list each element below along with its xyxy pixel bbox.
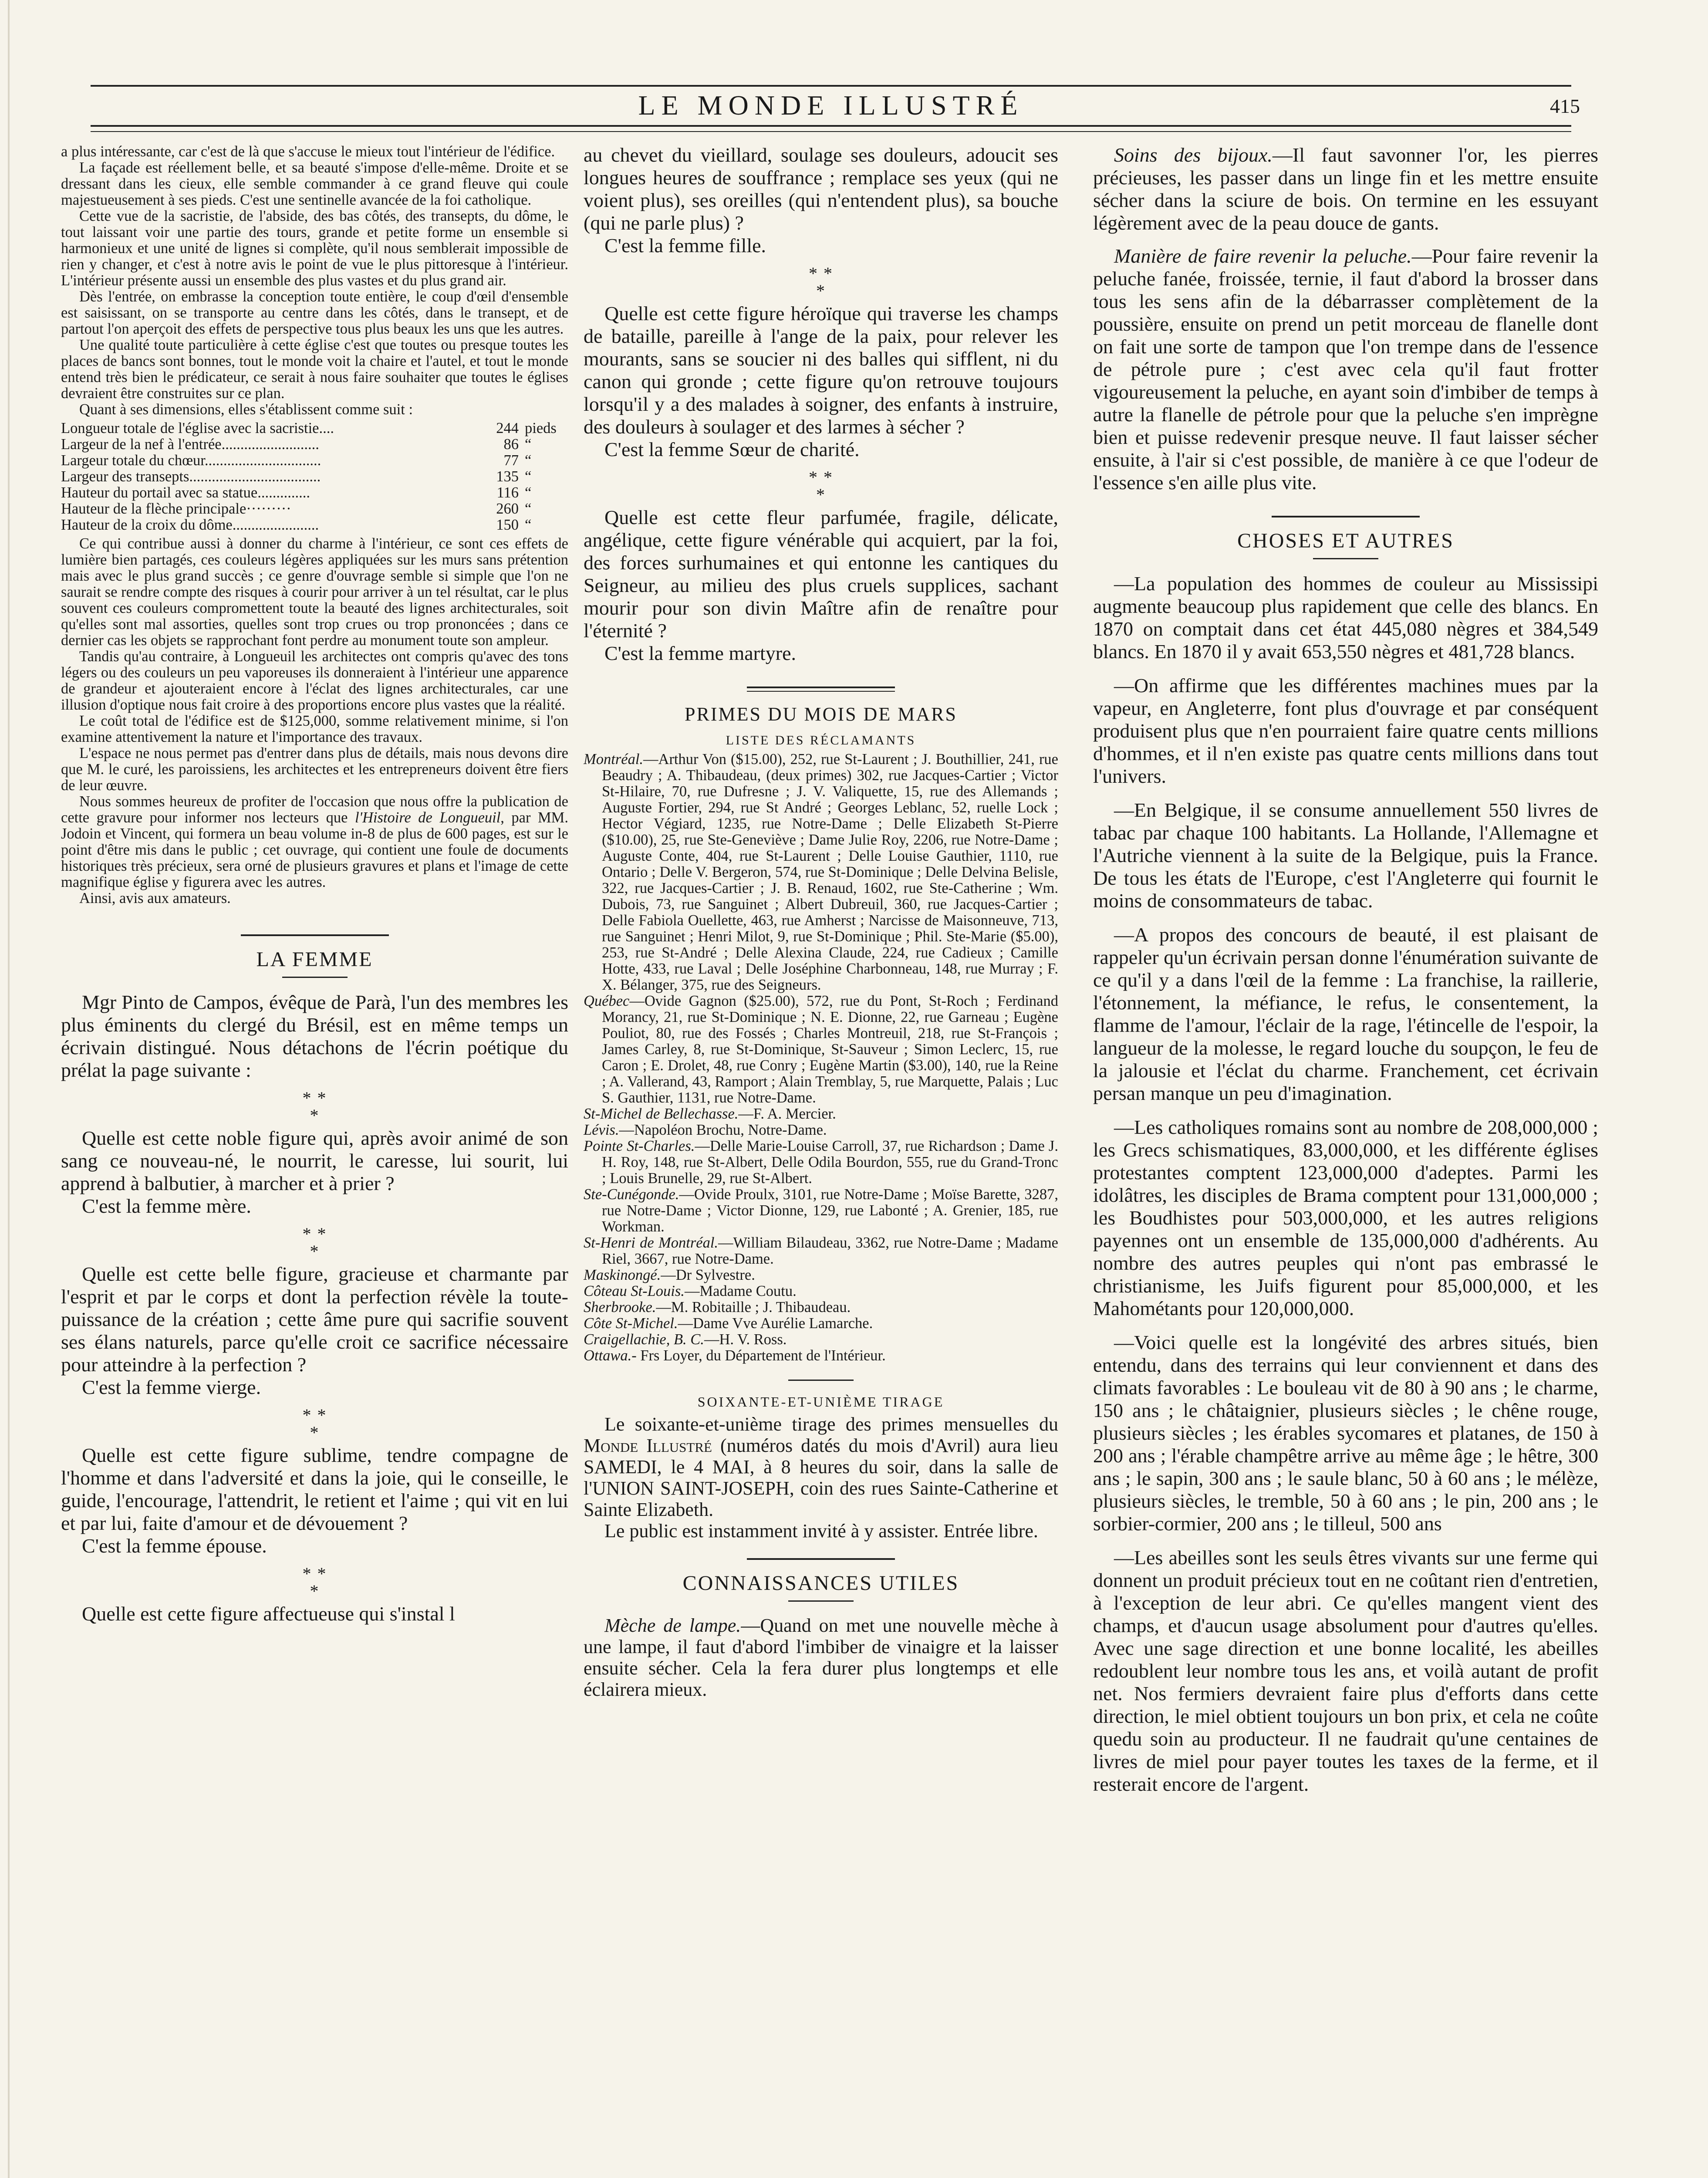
- article-paragraph: Le public est instamment invité à y assister. Entrée libre.: [604, 1520, 1038, 1542]
- place-name: Québec: [584, 993, 630, 1009]
- dimension-label: Longueur totale de l'église avec la sacristie....: [61, 420, 334, 436]
- claimant-entry: [584, 751, 1058, 993]
- claimant-names: —Napoléon Brochu, Notre-Dame.: [619, 1122, 827, 1138]
- news-item: —Voici quelle est la longévité des arbres situés, bien entendu, dans des terrains qui leur conviennent et dans des climats favorables : Le bouleau vit de 80 à 90 ans ; le charme, 150 ans ; le châtaignier, plusieurs siècles ; le chêne rouge, plusieurs siècles ; les érables sycomares et platanes, de 150 à 200 ans ; l'érable champêtre arrive au même âge ; le hêtre, 300 ans ; le sapin, 300 ans ; le saule blanc, 50 à 60 ans ; le mélèze, plusieurs siècles, le tremble, 50 à 60 ans ; le pin, 200 ans ; le sorbier-cormier, 200 ans ; le tilleul, 500 ans: [1093, 1331, 1598, 1535]
- claimant-entry: [584, 1283, 1058, 1299]
- claimant-entry: [584, 1187, 1058, 1235]
- article-paragraph: Dès l'entrée, on embrasse la conception toute entière, le coup d'œil d'ensemble est saisissant, on se transporte au centre dans les côtés, dans le transept, et de partout l'on aperçoit des effets de perspective tous plus beaux les uns que les autres.: [61, 288, 568, 337]
- article-paragraph: Ainsi, avis aux amateurs.: [79, 890, 231, 906]
- column-middle: [584, 144, 1058, 1700]
- article-paragraph: [584, 1615, 1058, 1700]
- article-paragraph: [584, 1414, 1058, 1520]
- claimant-entry: [584, 993, 1058, 1106]
- dimension-row: [61, 436, 568, 453]
- place-name: Maskinongé.: [584, 1267, 661, 1283]
- la-femme-continued: [584, 144, 1058, 665]
- article-paragraph: a plus intéressante, car c'est de là que s'accuse le mieux tout l'intérieur de l'édifice.: [61, 143, 555, 160]
- tip-text: —Pour faire revenir la peluche fanée, froissée, ternie, il faut d'abord la brosser dans tous les sens afin de la débarrasser complètement de la poussière, ensuite on prend un petit morceau de flanelle dont on fait une sorte de tampon que l'on trempe dans de l'essence de pétrole pure ; c'est avec cela qu'il faut frotter vigoureusement la peluche, en ayant soin d'imbiber de temps à autre la flanelle de pétrole pour que la peluche s'en imprègne bien et puisse redevenir presque neuve. Il faut laisser sécher ensuite, à l'air si c'est possible, de manière à ce que l'odeur de l'essence s'en aille plus vite.: [1093, 245, 1599, 494]
- heading-rule: [1313, 558, 1378, 559]
- claimant-entry: [584, 1299, 1058, 1316]
- masthead-top-rule: [91, 85, 1571, 87]
- article-paragraph: [61, 794, 568, 890]
- heading-rule: [282, 977, 348, 978]
- stars-separator: * * *: [302, 1564, 327, 1601]
- book-title: l'Histoire de Longueuil: [355, 809, 501, 826]
- dimension-value: 77: [503, 452, 519, 469]
- place-name: St-Henri de Montréal.: [584, 1234, 719, 1251]
- article-paragraph: La façade est réellement belle, et sa beauté s'impose d'elle-même. Droite et se dressant dans les cieux, elle semble commander à ce grand fleuve qui coule majestueusement à ses pieds. C'est une sentinelle avancée de la foi catholique.: [61, 159, 568, 208]
- claimant-names: —Dr Sylvestre.: [661, 1267, 755, 1283]
- dimension-unit: “: [525, 484, 532, 501]
- place-name: Sherbrooke.: [584, 1299, 656, 1316]
- article-paragraph: Quelle est cette fleur parfumée, fragile, délicate, angélique, cette figure vénérable qui acquiert, par la foi, des forces surhumaines et qui entonne les cantiques du Seigneur, au milieu des plus cruels supplices, sachant mourir pour son divin Maître afin de renaître pour l'éternité ?: [584, 506, 1058, 642]
- claimant-entry: [584, 1332, 1058, 1348]
- article-paragraph: Une qualité toute particulière à cette église c'est que toutes ou presque toutes les places de bancs sont bonnes, tout le monde voit la chaire et l'autel, et tout le monde entend très bien le prédicateur, ce serait à nous faire souhaiter que toutes le églises devraient être construites sur ce plan.: [61, 337, 568, 402]
- section-rule: [1272, 516, 1420, 517]
- claimant-names: —Dame Vve Aurélie Lamarche.: [678, 1315, 873, 1332]
- claimant-names: —F. A. Mercier.: [738, 1106, 836, 1122]
- claimant-entry: [584, 1106, 1058, 1122]
- dimension-label: Largeur totale du chœur...............................: [61, 452, 321, 469]
- stars-separator: * * *: [809, 264, 833, 301]
- text-run: (numéros datés du mois d'Avril) aura lieu SAMEDI, le 4 MAI, à 8 heures du soir, dans la salle de l'UNION SAINT-JOSEPH, coin des rues Sainte-Catherine et Sainte Elizabeth.: [584, 1435, 1059, 1520]
- household-tips: [1093, 144, 1598, 494]
- dimension-value: 86: [503, 436, 519, 453]
- stars-separator: * * *: [809, 467, 833, 504]
- dimension-unit: “: [525, 517, 532, 533]
- stars-separator: * * *: [302, 1088, 327, 1125]
- article-paragraph: Quelle est cette figure affectueuse qui s'instal l: [82, 1603, 455, 1625]
- heading-rule: [788, 1600, 854, 1602]
- dimension-row: [61, 453, 568, 469]
- place-name: Ottawa.: [584, 1347, 632, 1364]
- dimension-row: [61, 485, 568, 501]
- dimension-label: Hauteur de la croix du dôme.......................: [61, 517, 319, 533]
- tirage-notice: [584, 1414, 1058, 1542]
- news-item: —La population des hommes de couleur au Mississipi augmente beaucoup plus rapidement que celle des blancs. En 1870 on comptait dans cet état 445,080 nègres et 384,549 blancs. En 1870 il y avait 653,550 nègres et 481,728 blancs.: [1093, 572, 1598, 663]
- list-heading: LISTE DES RÉCLAMANTS: [726, 733, 916, 747]
- page-number: 415: [1550, 95, 1580, 117]
- section-rule: [747, 691, 895, 692]
- text-run: , par MM. Jodoin et Vincent, qui formera un beau volume in-8 de plus de 600 pages, est sur le point d'être mis dans le public ; cet ouvrage, qui contient une foule de documents historiques très précieux, sera orné de plusieurs gravures et plans et l'image de cette magnifique église y figurera avec les autres.: [61, 809, 568, 890]
- tirage-heading: SOIXANTE-ET-UNIÈME TIRAGE: [697, 1394, 945, 1410]
- stars-separator: * * *: [302, 1224, 327, 1261]
- text-run: Nous sommes heureux de profiter de l'occasion que nous offre la publication de cette gravure pour informer nos lecteurs que: [61, 793, 568, 826]
- section-heading-primes: PRIMES DU MOIS DE MARS: [685, 703, 957, 725]
- article-paragraph: C'est la femme vierge.: [82, 1376, 261, 1398]
- tip-title: Manière de faire revenir la peluche.: [1114, 245, 1412, 267]
- claimant-names: —M. Robitaille ; J. Thibaudeau.: [656, 1299, 851, 1316]
- dimension-value: 135: [496, 468, 519, 485]
- claimant-entry: [584, 1267, 1058, 1283]
- dimension-unit: “: [525, 468, 532, 485]
- news-item: —Les catholiques romains sont au nombre de 208,000,000 ; les Grecs schismatiques, 83,000,000, et les différente églises protestantes comptent 123,000,000 d'adeptes. Parmi les idolâtres, les disciples de Brama comptent pour 131,000,000 ; les Boudhistes pour 503,000,000, et les autres religions payennes ont un ensemble de 135,000,000 d'adhérents. Au nombre des autres peuples qui n'ont pas embrassé le christianisme, les Juifs figurent pour 85,000,000, et les Mahométants pour 120,000,000.: [1093, 1116, 1598, 1319]
- section-rule: [241, 934, 389, 936]
- masthead-rule-1: [91, 125, 1571, 127]
- la-femme-article: [61, 991, 568, 1625]
- claimant-names: —Madame Coutu.: [684, 1283, 797, 1299]
- masthead-title: LE MONDE ILLUSTRÉ: [638, 90, 1024, 121]
- article-paragraph: C'est la femme mère.: [82, 1195, 251, 1217]
- tip-text: —Il faut savonner l'or, les pierres précieuses, les passer dans un linge fin et les mettre ensuite sécher dans la sciure de bois. On termine en les essuyant légèrement avec de la peau douce de gants.: [1093, 144, 1598, 234]
- article-paragraph: Mgr Pinto de Campos, évêque de Parà, l'un des membres les plus éminents du clergé du Brésil, est en même temps un écrivain distingué. Nous détachons de l'écrin poétique du prélat la page suivante :: [61, 991, 568, 1081]
- masthead-rule-2: [91, 131, 1571, 132]
- place-name: Craigellachie, B. C.: [584, 1331, 704, 1348]
- connaissances-article: [584, 1615, 1058, 1700]
- dimension-row: [61, 517, 568, 533]
- claimant-names: —Ovide Gagnon ($25.00), 572, rue du Pont, St-Roch ; Ferdinand Morancy, 21, rue St-Dominique ; N. E. Dionne, 22, rue Garneau ; Eugène Pouliot, 80, rue des Fossés ; Charles Montreuil, 218, rue St-François ; James Carley, 8, rue St-Dominique, St-Sauveur ; Simon Leclerc, 15, rue Caron ; E. Drolet, 48, rue Conry ; Eugène Martin ($3.00), 140, rue la Reine ; A. Vallerand, 43, Ramport ; Alain Tremblay, 5, rue Marquette, Palais ; Luc S. Gauthier, 1131, rue Notre-Dame.: [602, 993, 1058, 1106]
- place-name: Montréal.: [584, 751, 644, 768]
- claimant-entry: [584, 1138, 1058, 1187]
- claimant-names: —William Bilaudeau, 3362, rue Notre-Dame ; Madame Riel, 3667, rue Notre-Dame.: [602, 1234, 1058, 1267]
- church-article: [61, 144, 568, 906]
- place-name: St-Michel de Bellechasse.: [584, 1106, 739, 1122]
- section-rule: [747, 687, 895, 688]
- article-paragraph: Quelle est cette figure sublime, tendre compagne de l'homme et dans l'adversité et dans la joie, qui le conseille, le guide, l'encourage, l'attendrit, le retient et l'aime ; qui vit en lui et par lui, faite d'amour et de dévouement ?: [61, 1444, 568, 1534]
- dimensions-table: [61, 420, 568, 533]
- tip-text: —Quand on met une nouvelle mèche à une lampe, il faut d'abord l'imbiber de vinaigre et la laisser ensuite sécher. Cela la fera durer plus longtemps et elle éclairera mieux.: [584, 1615, 1058, 1700]
- article-paragraph: Ce qui contribue aussi à donner du charme à l'intérieur, ce sont ces effets de lumière bien partagés, ces couleurs légères appliquées sur les murs sans prétention mais avec le plus grand succès ; ce genre d'ouvrage semble si simple que l'on ne saurait se rendre compte des risques à courir pour arriver à un tel résultat, car le plus souvent ces couleurs compromettent toute la beauté des lignes architecturales, soit qu'elles sont mal assorties, quelles sont trop crues ou trop prononcées ; dans ce dernier cas les objets se rapprochant font perdre au monument toute son ampleur.: [61, 535, 568, 649]
- claimant-names: —Delle Marie-Louise Carroll, 37, rue Richardson ; Dame J. H. Roy, 148, rue St-Albert, Delle Odila Bourdon, 555, rue du Grand-Tronc ; Louis Brunelle, 29, rue St-Albert.: [602, 1138, 1058, 1187]
- claimant-names: —H. V. Ross.: [704, 1331, 787, 1348]
- news-item: —On affirme que les différentes machines mues par la vapeur, en Angleterre, font plus d'ouvrage et par conséquent produisent plus que n'en pourraient faire quatre cents millions d'hommes, et il n'en existe pas quatre cents millions dans tout l'univers.: [1093, 674, 1598, 787]
- claimant-names: —Ovide Proulx, 3101, rue Notre-Dame ; Moïse Barette, 3287, rue Notre-Dame ; Victor Dionne, 129, rue Labonté ; A. Grenier, 185, rue Workman.: [602, 1186, 1058, 1235]
- article-paragraph: Tandis qu'au contraire, à Longueuil les architectes ont compris qu'avec des tons légers ou des couleurs un peu vaporeuses ils donneraient à l'intérieur une apparence de grandeur et ajouteraient encore à l'éclat des lignes architecturales, car une illusion d'optique nous fait croire à des proportions encore plus vastes que la réalité.: [61, 648, 568, 713]
- dimension-label: Hauteur du portail avec sa statue..............: [61, 484, 310, 501]
- place-name: Côte St-Michel.: [584, 1315, 678, 1332]
- column-right: [1093, 144, 1598, 1796]
- article-paragraph: L'espace ne nous permet pas d'entrer dans plus de détails, mais nous devons dire que M. le curé, les paroissiens, les architectes et les entrepreneurs doivent être fiers de leur œuvre.: [61, 745, 568, 794]
- dimension-unit: “: [525, 501, 532, 517]
- dimension-value: 244: [496, 420, 519, 436]
- dimension-value: 260: [496, 501, 519, 517]
- dimension-label: Largeur de la nef à l'entrée..........................: [61, 436, 319, 453]
- claimant-names: - Frs Loyer, du Département de l'Intérieur.: [631, 1347, 886, 1364]
- news-item: —A propos des concours de beauté, il est plaisant de rappeler qu'un écrivain persan donne l'énumération suivante de ce qu'il y a dans l'œil de la femme : La franchise, la raillerie, l'étonnement, la méfiance, le refus, le consentement, la flamme de l'amour, l'éclair de la rage, l'étincelle de l'espoir, la langueur de la molesse, le regard louche du soupçon, le feu de la jalousie et l'éclat du charme. Franchement, cet écrivain persan manque un peu d'imagination.: [1093, 923, 1598, 1104]
- article-paragraph: C'est la femme martyre.: [604, 642, 797, 664]
- article-paragraph: Quelle est cette belle figure, gracieuse et charmante par l'esprit et par le corps et dont la perfection révèle la toute-puissance de la création ; cette âme pure qui sacrifie souvent ses élans naturels, parce qu'elle croit ce sacrifice nécessaire pour atteindre à la perfection ?: [61, 1263, 568, 1376]
- dimension-unit: “: [525, 452, 532, 469]
- article-paragraph: C'est la femme épouse.: [82, 1535, 267, 1557]
- claimant-entry: [584, 1316, 1058, 1332]
- article-paragraph: Cette vue de la sacristie, de l'abside, des bas côtés, des transepts, du dôme, le tout laissant voir une partie des tours, grande et petite forme un ensemble si harmonieux et une unité de lignes si complète, qu'il nous semblerait impossible de rien y changer, et c'est à notre avis le point de vue le plus pittoresque à l'intérieur. L'intérieur présente aussi un ensemble des plus vastes et du plus grand air.: [61, 208, 568, 289]
- article-paragraph: [1093, 245, 1598, 494]
- dimension-value: 150: [496, 517, 519, 533]
- dimension-row: [61, 420, 568, 436]
- tip-title: Soins des bijoux.: [1114, 144, 1273, 166]
- article-paragraph: C'est la femme Sœur de charité.: [604, 438, 860, 460]
- article-paragraph: Le coût total de l'édifice est de $125,000, somme relativement minime, si l'on examine attentivement la nature et l'importance des travaux.: [61, 713, 568, 745]
- claimant-entry: [584, 1122, 1058, 1138]
- dimension-label: Largeur des transepts...................................: [61, 468, 321, 485]
- news-item: —En Belgique, il se consume annuellement 550 livres de tabac par chaque 100 habitants. La Hollande, l'Allemagne et l'Autriche viennent à la suite de la Belgique, puis la France. De tous les états de l'Europe, c'est l'Angleterre qui fournit le moins de consommateurs de tabac.: [1093, 799, 1598, 912]
- section-heading-connaissances: CONNAISSANCES UTILES: [682, 1572, 959, 1595]
- news-item: —Les abeilles sont les seuls êtres vivants sur une ferme qui donnent un produit précieux tout en ne coûtant rien d'entretien, à l'exception de leur abri. Ce qu'elles mangent vient des champs, et d'aucun usage absolument pour d'autres qu'elles. Avec une sage direction et une bonne localité, les abeilles redoublent leur nombre tous les ans, et voilà autant de profit net. Nos fermiers devraient faire plus d'efforts dans cette direction, le miel obtient toujours un bon prix, et cela ne coûte quedu soin au producteur. Il ne faudrait qu'une centaines de livres de miel pour payer toutes les taxes de la ferme, et il resterait encore de l'argent.: [1093, 1546, 1598, 1795]
- claimants-list: [584, 751, 1058, 1364]
- dimension-value: 116: [496, 484, 519, 501]
- article-paragraph: Quelle est cette figure héroïque qui traverse les champs de bataille, pareille à l'ange de la paix, pour relever les mourants, sans se soucier ni des balles qui sifflent, ni du canon qui gronde ; cette figure qu'on retrouve toujours lorsqu'il y a des malades à soigner, des enfants à instruire, des douleurs à soulager et des larmes à sécher ?: [584, 302, 1058, 438]
- article-paragraph: C'est la femme fille.: [604, 234, 766, 257]
- dimension-row: [61, 501, 568, 517]
- dimension-unit: pieds: [525, 420, 557, 436]
- claimant-entry: [584, 1348, 1058, 1364]
- place-name: Lévis.: [584, 1122, 619, 1138]
- section-rule: [747, 1558, 895, 1560]
- dimension-label: Hauteur de la flèche principale·········: [61, 501, 291, 517]
- place-name: Côteau St-Louis.: [584, 1283, 685, 1299]
- article-paragraph: [1093, 144, 1598, 234]
- article-paragraph: au chevet du vieillard, soulage ses douleurs, adoucit ses longues heures de souffrance ; remplace ses yeux (qui ne voient plus), ses oreilles (qui n'entendent plus), sa bouche (qui ne parle plus) ?: [584, 144, 1058, 234]
- dimension-row: [61, 469, 568, 485]
- article-paragraph: Quelle est cette noble figure qui, après avoir animé de son sang ce nouveau-né, le nourrit, le caresse, lui sourit, lui apprend à balbutier, à marcher et à prier ?: [61, 1127, 568, 1194]
- heading-rule: [788, 1380, 854, 1381]
- section-heading-choses: CHOSES ET AUTRES: [1237, 529, 1454, 552]
- tip-title: Mèche de lampe.: [604, 1615, 741, 1636]
- claimant-names: —Arthur Von ($15.00), 252, rue St-Laurent ; J. Bouthillier, 241, rue Beaudry ; A. Thibaudeau, (deux primes) 302, rue Jacques-Cartier ; Victor St-Hilaire, 70, rue Dufresne ; J. V. Valiquette, 15, rue des Allemands ; Auguste Fortier, 294, rue St André ; Georges Leblanc, 52, ruelle Lock ; Hector Végiard, 1235, rue Notre-Dame ; Delle Elizabeth St-Pierre ($10.00), 25, rue Ste-Geneviève ; Dame Julie Roy, 2206, rue Notre-Dame ; Auguste Conte, 404, rue St-Laurent ; Delle Louise Gauthier, 1110, rue Ontario ; Delle V. Bergeron, 574, rue St-Dominique ; Delle Delvina Belisle, 322, rue Jacques-Cartier ; J. B. Renaud, 1602, rue Ste-Catherine ; Wm. Dubois, 73, rue Sanguinet ; Albert Dubreuil, 360, rue Jacques-Cartier ; Delle Fabiola Ouellette, 463, rue Amherst ; Narcisse de Maisonneuve, 713, rue Sanguinet ; Henri Milot, 9, rue St-Dominique ; Phil. Ste-Marie ($5.00), 253, rue St-André ; Delle Alexina Claude, 224, rue Cadieux ; Camille Hotte, 433, rue Laval ; Delle Joséphine Charbonneau, 148, rue Murray ; F. X. Bélanger, 375, rue des Seigneurs.: [602, 751, 1058, 993]
- stars-separator: * * *: [302, 1405, 327, 1442]
- section-heading-la-femme: LA FEMME: [256, 948, 373, 971]
- column-left: [61, 144, 568, 1625]
- claimant-entry: [584, 1235, 1058, 1267]
- article-paragraph: Quant à ses dimensions, elles s'établissent comme suit :: [79, 401, 413, 418]
- newspaper-name: Monde Illustré: [584, 1435, 712, 1456]
- place-name: Ste-Cunégonde.: [584, 1186, 679, 1203]
- dimension-unit: “: [525, 436, 532, 453]
- page-fold-shadow: [8, 0, 10, 2178]
- text-run: Le soixante-et-unième tirage des primes mensuelles du: [604, 1414, 1058, 1435]
- choses-et-autres: [1093, 572, 1598, 1796]
- masthead: [91, 85, 1580, 146]
- place-name: Pointe St-Charles.: [584, 1138, 695, 1154]
